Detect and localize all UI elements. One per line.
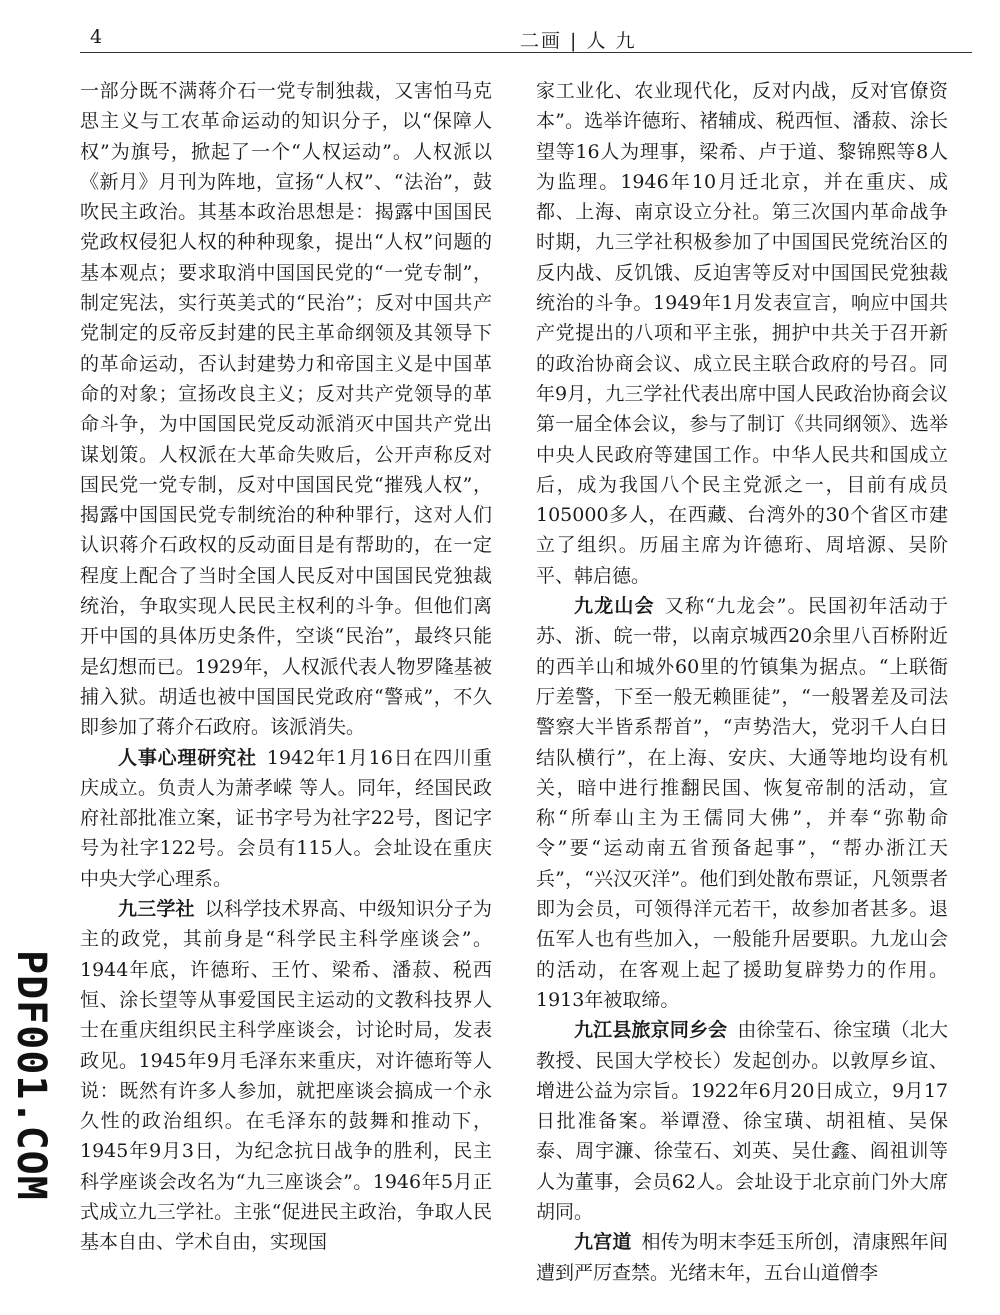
page-header xyxy=(80,22,972,50)
entry-term: 人事心理研究社 xyxy=(118,746,257,769)
entry-renshi-xinli xyxy=(80,743,492,894)
header-rule xyxy=(80,52,972,53)
entry-text: 1942年1月16日在四川重庆成立。负责人为萧孝嵘 等人。同年，经国民政府社部批准立案，证书字号为社字22号，图记字号为社字122号。会员有115人。会址设在重庆中央大学心理系。 xyxy=(80,746,492,890)
entry-text: 由徐莹石、徐宝璜（北大教授、民国大学校长）发起创办。以敦厚乡谊、增进公益为宗旨。1922年6月20日成立，9月17日批准备案。举谭澄、徐宝璜、胡祖植、吴保泰、周宇濂、徐莹石、刘英、吴仕鑫、阎祖训等人为董事，会员62人。会址设于北京前门外大席胡同。 xyxy=(536,1019,948,1223)
right-paragraph-continued: 家工业化、农业现代化，反对内战，反对官僚资本”。选举许德珩、褚辅成、税西恒、潘菽、涂长望等16人为理事，梁希、卢于道、黎锦熙等8人为监理。1946年10月迁北京，并在重庆、成都、上海、南京设立分社。第三次国内革命战争时期，九三学社积极参加了中国国民党统治区的反内战、反饥饿、反迫害等反对中国国民党独裁统治的斗争。1949年1月发表宣言，响应中国共产党提出的八项和平主张，拥护中共关于召开新的政治协商会议、成立民主联合政府的号召。同年9月，九三学社代表出席中国人民政治协商会议第一届全体会议，参与了制订《共同纲领》、选举中央人民政府等建国工作。中华人民共和国成立后，成为我国八个民主党派之一，目前有成员105000多人，在西藏、台湾外的30个省区市建立了组织。历届主席为许德珩、周培源、吴阶平、韩启德。 xyxy=(536,80,948,587)
entry-jiujiang-tongxianghui xyxy=(536,1015,948,1227)
entry-text: 相传为明末李廷玉所创，清康熙年间遭到严厉查禁。光绪末年，五台山道僧李 xyxy=(536,1231,948,1284)
entry-term: 九江县旅京同乡会 xyxy=(574,1019,728,1042)
watermark xyxy=(8,950,60,1200)
entry-jiusan-xueshe xyxy=(80,894,492,1258)
entry-term: 九三学社 xyxy=(118,898,195,921)
running-head: 二画 | 人 九 xyxy=(520,30,637,52)
entry-term: 九宫道 xyxy=(574,1231,632,1254)
right-column xyxy=(536,76,948,1288)
entry-term: 九龙山会 xyxy=(574,595,655,618)
entry-text: 又称“九龙会”。民国初年活动于苏、浙、皖一带，以南京城西20余里八百桥附近的西羊山和城外60里的竹镇集为据点。“上联衙厅差警，下至一般无赖匪徒”，“一般署差及司法警察大半皆系帮首”，“声势浩大，党羽千人白日结队横行”，在上海、安庆、大通等地均设有机关，暗中进行推翻民国、恢复帝制的活动，宣称“所奉山主为王儒同大佛”，并奉“弥勒命令”要“运动南五省预备起事”，“帮办浙江天兵”，“兴汉灭洋”。他们到处散布票证，凡领票者即为会员，可领得洋元若干，故参加者甚多。退伍军人也有些加入，一般能升居要职。九龙山会的活动，在客观上起了援助复辟势力的作用。1913年被取缔。 xyxy=(536,595,948,1011)
entry-jiulongshan-hui xyxy=(536,591,948,1015)
page-number: 4 xyxy=(90,26,103,48)
left-paragraph-continued: 一部分既不满蒋介石一党专制独裁，又害怕马克思主义与工农革命运动的知识分子，以“保障人权”为旗号，掀起了一个“人权运动”。人权派以《新月》月刊为阵地，宣扬“人权”、“法治”，鼓吹民主政治。其基本政治思想是：揭露中国国民党政权侵犯人权的种种现象，提出“人权”问题的基本观点；要求取消中国国民党的“一党专制”，制定宪法，实行英美式的“民治”；反对中国共产党制定的反帝反封建的民主革命纲领及其领导下的革命运动，否认封建势力和帝国主义是中国革命的对象；宣扬改良主义；反对共产党领导的革命斗争，为中国国民党反动派消灭中国共产党出谋划策。人权派在大革命失败后，公开声称反对国民党一党专制，反对中国国民党“摧残人权”，揭露中国国民党专制统治的种种罪行，这对人们认识蒋介石政权的反动面目是有帮助的，在一定程度上配合了当时全国人民反对中国国民党独裁统治，争取实现人民民主权利的斗争。但他们离开中国的具体历史条件，空谈“民治”，最终只能是幻想而已。1929年，人权派代表人物罗隆基被捕入狱。胡适也被中国国民党政府“警戒”，不久即参加了蒋介石政府。该派消失。 xyxy=(80,80,492,739)
entry-jiugongdao xyxy=(536,1227,948,1288)
left-column xyxy=(80,76,492,1258)
watermark-text: PDF001.COM xyxy=(8,950,54,1201)
entry-text: 以科学技术界高、中级知识分子为主的政党，其前身是“科学民主科学座谈会”。1944年底，许德珩、王竹、梁希、潘菽、税西恒、涂长望等从事爱国民主运动的文教科技界人士在重庆组织民主科学座谈会，讨论时局，发表政见。1945年9月毛泽东来重庆，对许德珩等人说：既然有许多人参加，就把座谈会搞成一个永久性的政治组织。在毛泽东的鼓舞和推动下，1945年9月3日，为纪念抗日战争的胜利，民主科学座谈会改名为“九三座谈会”。1946年5月正式成立九三学社。主张“促进民主政治，争取人民基本自由、学术自由，实现国 xyxy=(80,898,492,1254)
